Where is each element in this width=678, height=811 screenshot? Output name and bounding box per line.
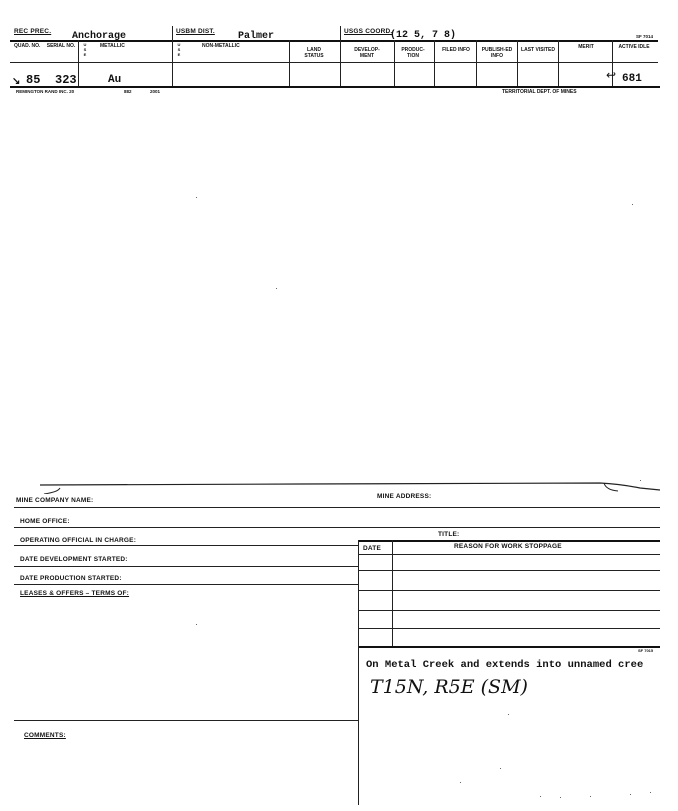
published-info-header: PUBLISH-ED INFO xyxy=(481,47,513,59)
serial-no-header: SERIAL NO. xyxy=(46,43,76,49)
quad-value: 85 xyxy=(26,73,41,87)
handwritten-township-range: T15N, R5E (SM) xyxy=(370,676,528,698)
date-development-started-label: DATE DEVELOPMENT STARTED: xyxy=(20,556,128,563)
land-status-header: LAND STATUS xyxy=(304,47,324,59)
active-idle-value: 681 xyxy=(622,73,642,85)
production-header: PRODUC-TION xyxy=(401,47,425,59)
use-header-2: U S E xyxy=(177,42,181,57)
use-header-1: U S E xyxy=(83,42,87,57)
date-column-header: DATE xyxy=(363,545,382,552)
typed-location-note: On Metal Creek and extends into unnamed cree xyxy=(366,659,644,671)
merit-header: MERIT xyxy=(578,44,594,50)
mine-company-name-label: MINE COMPANY NAME: xyxy=(16,497,94,504)
card-top-edge xyxy=(0,474,678,494)
active-idle-header: ACTIVE IDLE xyxy=(618,44,650,50)
reason-column-header: REASON FOR WORK STOPPAGE xyxy=(454,543,562,550)
rec-prec-value: Anchorage xyxy=(72,31,127,42)
home-office-label: HOME OFFICE: xyxy=(20,518,70,525)
printer-code-2: 2001 xyxy=(150,89,161,94)
quad-check-mark: ↘ xyxy=(12,76,21,87)
department-imprint: TERRITORIAL DEPT. OF MINES xyxy=(502,89,577,95)
comments-label: COMMENTS: xyxy=(24,732,66,739)
filed-info-header: FILED INFO xyxy=(442,47,470,53)
metallic-value: Au xyxy=(108,74,122,86)
usgs-coord-value: (12 5, 7 8) xyxy=(390,30,457,41)
metallic-header: METALLIC xyxy=(100,43,125,49)
last-visited-header: LAST VISITED xyxy=(521,47,555,53)
serial-value: 323 xyxy=(55,73,77,87)
title-label: TITLE: xyxy=(438,531,460,538)
quad-no-header: QUAD. NO. xyxy=(14,43,41,49)
usbm-dist-value: Palmer xyxy=(238,31,275,42)
operating-official-label: OPERATING OFFICIAL IN CHARGE: xyxy=(20,537,137,544)
bottom-form-number: SF 7015 xyxy=(638,648,654,653)
leases-offers-label: LEASES & OFFERS – TERMS OF: xyxy=(20,590,130,597)
non-metallic-header: NON-METALLIC xyxy=(202,43,240,49)
active-idle-check-mark: ↩ xyxy=(606,68,617,82)
printer-imprint: REMINGTON RAND INC. 20 xyxy=(16,89,75,94)
usbm-dist-label: USBM DIST. xyxy=(176,28,215,35)
top-form-number: SF 7014 xyxy=(636,34,654,39)
development-header: DEVELOP-MENT xyxy=(354,47,380,59)
printer-code-1: 882 xyxy=(124,89,132,94)
date-production-started-label: DATE PRODUCTION STARTED: xyxy=(20,575,122,582)
rec-prec-label: REC PREC. xyxy=(14,28,52,35)
mine-address-label: MINE ADDRESS: xyxy=(377,493,432,500)
usgs-coord-label: USGS COORD. xyxy=(344,28,393,35)
